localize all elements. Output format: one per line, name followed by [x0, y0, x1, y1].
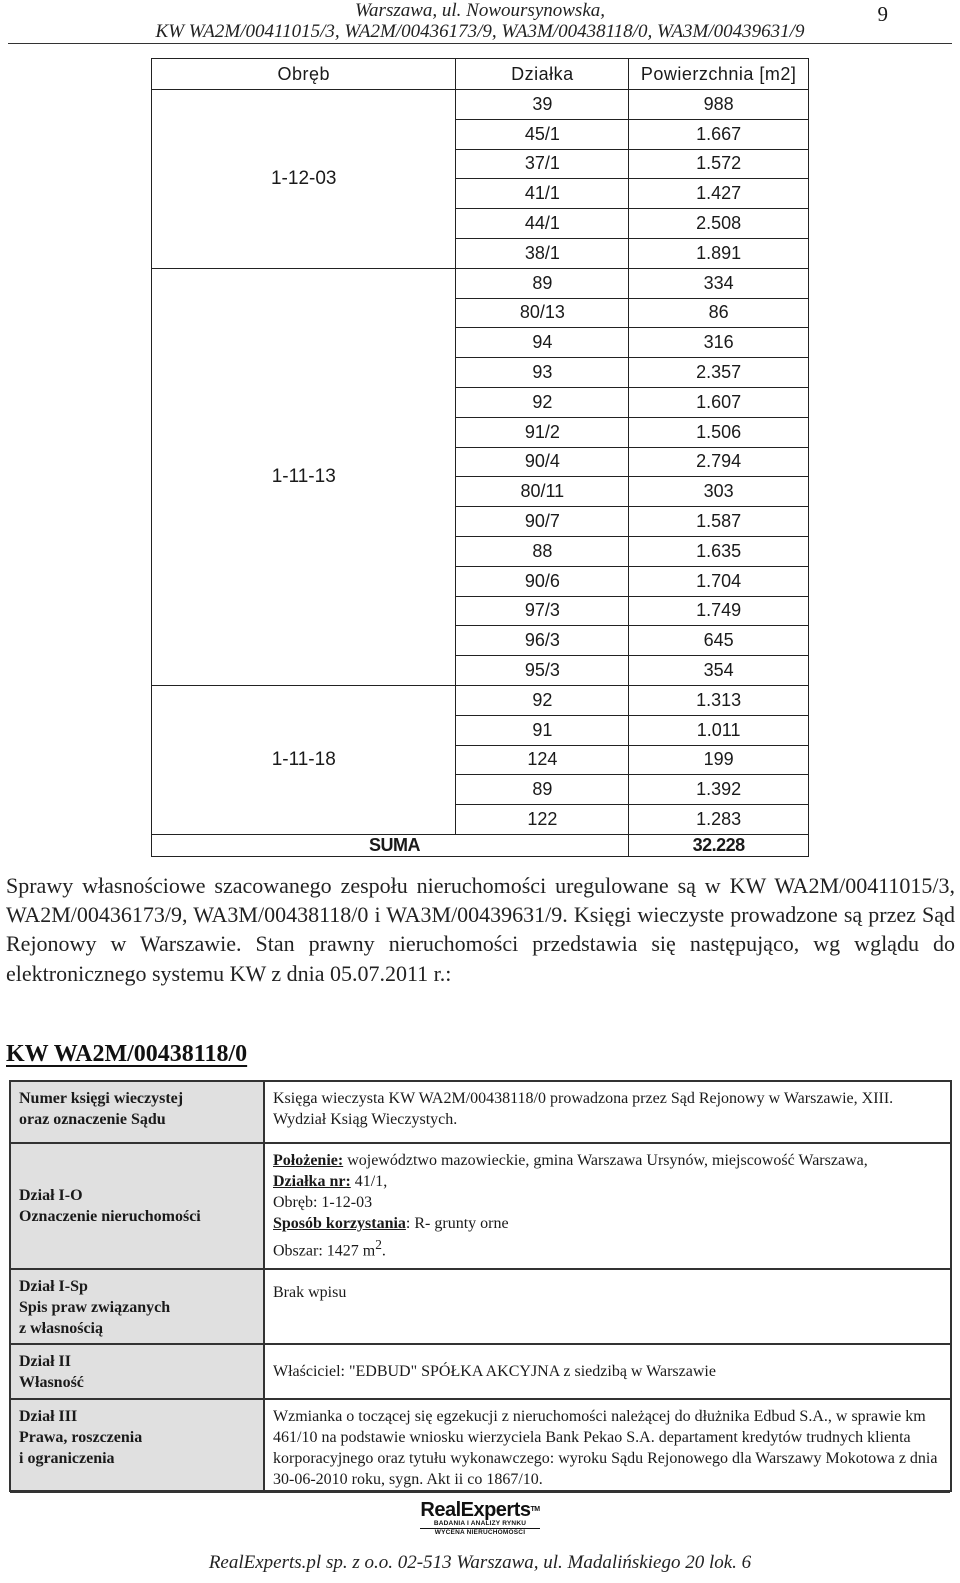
- sum-label: SUMA: [152, 834, 629, 856]
- dzialka-cell: 90/7: [456, 507, 629, 537]
- kw-label-line: Dział I-Sp: [19, 1278, 88, 1295]
- header-obreb: Obręb: [152, 59, 456, 90]
- powierzchnia-cell: 1.506: [629, 417, 809, 447]
- logo-brand: [420, 1500, 540, 1520]
- parcel-key: Działka nr:: [273, 1173, 351, 1190]
- dzialka-cell: 124: [456, 745, 629, 775]
- kw-label-dzial-iii: [10, 1399, 264, 1491]
- dzialka-cell: 89: [456, 775, 629, 805]
- parcel-line: [273, 1171, 942, 1192]
- kw-label-line: Oznaczenie nieruchomości: [19, 1208, 201, 1225]
- dzialka-cell: 38/1: [456, 238, 629, 268]
- dzialka-cell: 122: [456, 805, 629, 835]
- powierzchnia-cell: 334: [629, 268, 809, 298]
- area-line: [273, 1234, 942, 1261]
- location-key: Położenie:: [273, 1152, 344, 1169]
- area-text: Obszar: 1427 m: [273, 1242, 376, 1260]
- kw-label-line: Dział III: [19, 1408, 78, 1425]
- dzialka-cell: 97/3: [456, 596, 629, 626]
- dzialka-cell: 80/13: [456, 298, 629, 328]
- kw-label-line: Własność: [19, 1374, 84, 1391]
- dzialka-cell: 90/4: [456, 447, 629, 477]
- land-register-table: [9, 1080, 952, 1492]
- obreb-cell: 1-11-13: [152, 268, 456, 685]
- dzialka-cell: 92: [456, 387, 629, 417]
- dzialka-cell: 41/1: [456, 179, 629, 209]
- header-divider: [8, 43, 952, 44]
- powierzchnia-cell: 2.508: [629, 209, 809, 239]
- powierzchnia-cell: 1.635: [629, 536, 809, 566]
- dzialka-cell: 91/2: [456, 417, 629, 447]
- kw-label-dzial-isp: [10, 1269, 264, 1344]
- powierzchnia-cell: 1.283: [629, 805, 809, 835]
- logo-tagline-2: WYCENA NIERUCHOMOŚCI: [434, 1529, 526, 1536]
- kw-label-line: Spis praw związanych: [19, 1299, 171, 1316]
- kw-value-dzial-isp: [264, 1269, 951, 1344]
- dzialka-cell: 44/1: [456, 209, 629, 239]
- dzialka-cell: 96/3: [456, 626, 629, 656]
- location-line: [273, 1150, 942, 1171]
- powierzchnia-cell: 2.794: [629, 447, 809, 477]
- powierzchnia-cell: 1.749: [629, 596, 809, 626]
- kw-value-dzial-io: [264, 1143, 951, 1269]
- footer-address: RealExperts.pl sp. z o.o. 02-513 Warszawa, ul. Madalińskiego 20 lok. 6: [208, 1552, 752, 1573]
- area-sup: 2: [375, 1237, 382, 1252]
- powierzchnia-cell: 1.607: [629, 387, 809, 417]
- kw-row-dzial-ii: [10, 1344, 951, 1399]
- kw-value-number: Księga wieczysta KW WA2M/00438118/0 prowadzona przez Sąd Rejonowy w Warszawie, XIII. Wydział Ksiąg Wieczystych.: [264, 1081, 951, 1143]
- dzialka-cell: 91: [456, 715, 629, 745]
- kw-row-dzial-io: [10, 1143, 951, 1269]
- area-end: .: [381, 1242, 386, 1260]
- usage-line: [273, 1213, 942, 1234]
- powierzchnia-cell: 303: [629, 477, 809, 507]
- powierzchnia-cell: 199: [629, 745, 809, 775]
- powierzchnia-cell: 1.011: [629, 715, 809, 745]
- dzialka-cell: 92: [456, 685, 629, 715]
- header-powierzchnia: Powierzchnia [m2]: [629, 59, 809, 90]
- dzialka-cell: 94: [456, 328, 629, 358]
- powierzchnia-cell: 988: [629, 90, 809, 120]
- kw-row-dzial-iii: [10, 1399, 951, 1491]
- powierzchnia-cell: 1.587: [629, 507, 809, 537]
- kw-label-line: oraz oznaczenie Sądu: [19, 1111, 166, 1128]
- kw-label-line: Dział II: [19, 1353, 71, 1370]
- parcel-table-header-row: [152, 59, 809, 90]
- kw-label-line: z własnością: [19, 1320, 103, 1337]
- table-row: [152, 90, 809, 120]
- dzialka-cell: 89: [456, 268, 629, 298]
- usage-value: : R- grunty orne: [405, 1215, 509, 1232]
- obreb-cell: 1-12-03: [152, 90, 456, 269]
- parcel-value: 41/1,: [350, 1173, 388, 1190]
- header-dzialka: Działka: [456, 59, 629, 90]
- dzialka-cell: 45/1: [456, 119, 629, 149]
- powierzchnia-cell: 1.427: [629, 179, 809, 209]
- powierzchnia-cell: 1.704: [629, 566, 809, 596]
- parcel-table-body: [152, 90, 809, 835]
- powierzchnia-cell: 2.357: [629, 358, 809, 388]
- kw-row-number: [10, 1081, 951, 1143]
- kw-label-dzial-io: [10, 1143, 264, 1269]
- powierzchnia-cell: 1.572: [629, 149, 809, 179]
- kw-value-dzial-ii: [264, 1344, 951, 1399]
- kw-label-dzial-ii: [10, 1344, 264, 1399]
- usage-key: Sposób korzystania: [273, 1215, 406, 1232]
- powierzchnia-cell: 645: [629, 626, 809, 656]
- location-value: województwo mazowieckie, gmina Warszawa Ursynów, miejscowość Warszawa,: [343, 1152, 868, 1169]
- sum-value: 32.228: [629, 834, 809, 856]
- powierzchnia-cell: 1.313: [629, 685, 809, 715]
- page-number: 9: [877, 2, 888, 26]
- kw-label-line: Prawa, roszczenia: [19, 1429, 143, 1446]
- page-header: [0, 0, 960, 46]
- kw-label-line: i ograniczenia: [19, 1450, 115, 1467]
- parcel-table: [151, 58, 809, 857]
- powierzchnia-cell: 86: [629, 298, 809, 328]
- powierzchnia-cell: 1.667: [629, 119, 809, 149]
- kw-label-number: [10, 1081, 264, 1143]
- dzialka-cell: 90/6: [456, 566, 629, 596]
- powierzchnia-cell: 1.891: [629, 238, 809, 268]
- obreb-cell: 1-11-18: [152, 685, 456, 834]
- logo-tm: TM: [530, 1506, 540, 1513]
- kw-label-line: Dział I-O: [19, 1187, 83, 1204]
- kw-row-dzial-isp: [10, 1269, 951, 1344]
- powierzchnia-cell: 354: [629, 656, 809, 686]
- realexperts-logo: [420, 1500, 540, 1540]
- owner-text: Właściciel: "EDBUD" SPÓŁKA AKCYJNA z siedzibą w Warszawie: [273, 1363, 716, 1380]
- table-row: [152, 685, 809, 715]
- dzialka-cell: 88: [456, 536, 629, 566]
- powierzchnia-cell: 316: [629, 328, 809, 358]
- dzialka-cell: 80/11: [456, 477, 629, 507]
- dzialka-cell: 37/1: [456, 149, 629, 179]
- dzialka-cell: 95/3: [456, 656, 629, 686]
- kw-label-line: Numer księgi wieczystej: [19, 1090, 184, 1107]
- header-kw-line: KW WA2M/00411015/3, WA2M/00436173/9, WA3M/00438118/0, WA3M/00439631/9: [155, 21, 805, 42]
- powierzchnia-cell: 1.392: [629, 775, 809, 805]
- page-footer: [0, 1492, 960, 1583]
- header-address-line: Warszawa, ul. Nowoursynowska,: [354, 0, 606, 21]
- table-row: [152, 268, 809, 298]
- dzialka-cell: 39: [456, 90, 629, 120]
- kw-heading: KW WA2M/00438118/0: [6, 1041, 248, 1067]
- logo-brand-text: RealExperts: [420, 1499, 531, 1521]
- precinct-line: Obręb: 1-12-03: [273, 1194, 373, 1211]
- footer-divider: [10, 1492, 950, 1493]
- parcel-sum-row: [152, 834, 809, 856]
- no-entry-text: Brak wpisu: [273, 1284, 347, 1301]
- logo-tagline-1: BADANIA I ANALIZY RYNKU: [420, 1520, 540, 1529]
- dzialka-cell: 93: [456, 358, 629, 388]
- kw-value-dzial-iii: Wzmianka o toczącej się egzekucji z nieruchomości należącej do dłużnika Edbud S.A., w sprawie km 461/10 na podstawie wniosku wierzyciela Bank Pekao S.A. departament kredytów trudnych klienta korporacyjnego oraz tytułu wykonawczego: wyroku Sądu Rejonowego dla Warszawy Mokotowa z dnia 30-06-2010 roku, sygn. Akt ii co 1867/10.: [264, 1399, 951, 1491]
- ownership-paragraph: Sprawy własnościowe szacowanego zespołu nieruchomości uregulowane są w KW WA2M/00411015/3, WA2M/00436173/9, WA3M/00438118/0 i WA3M/00439631/9. Księgi wieczyste prowadzone są przez Sąd Rejonowy w Warszawie. Stan prawny nieruchomości przedstawia się następująco, wg wglądu do elektronicznego systemu KW z dnia 05.07.2011 r.:: [6, 873, 955, 986]
